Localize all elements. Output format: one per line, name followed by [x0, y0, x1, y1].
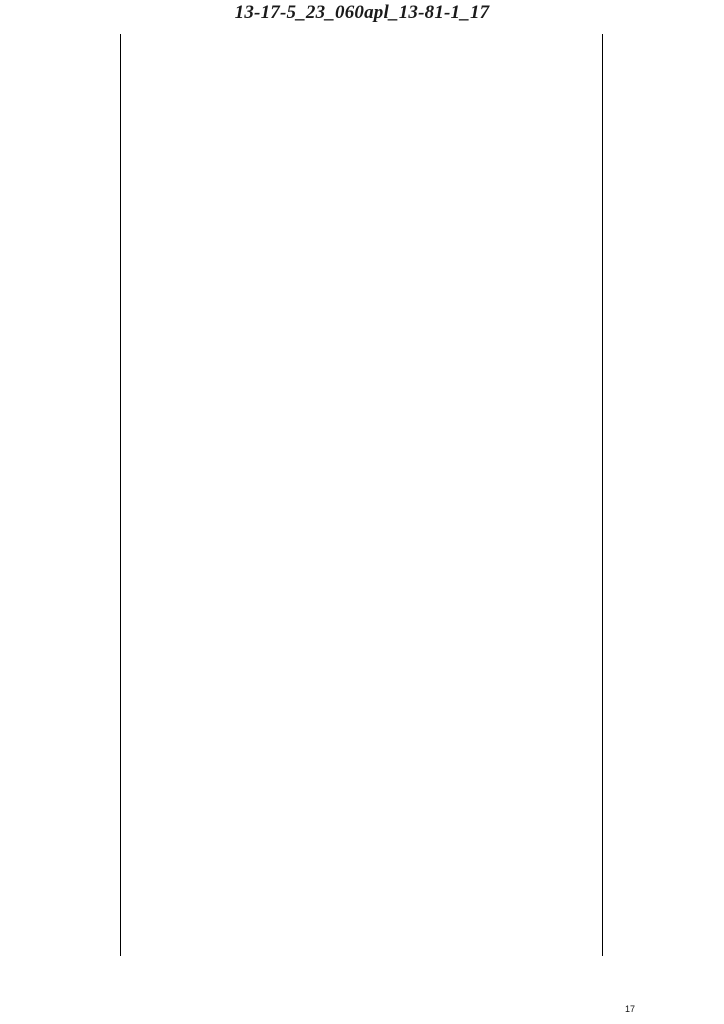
document-body — [130, 40, 598, 116]
page-border — [120, 34, 603, 956]
footer-page-number: 17 — [625, 1004, 636, 1014]
document-header-title: 13-17-5_23_060apl_13-81-1_17 — [234, 2, 490, 23]
spacer — [130, 78, 598, 97]
spacer — [130, 59, 598, 78]
spacer — [130, 40, 598, 59]
spacer — [130, 97, 598, 116]
